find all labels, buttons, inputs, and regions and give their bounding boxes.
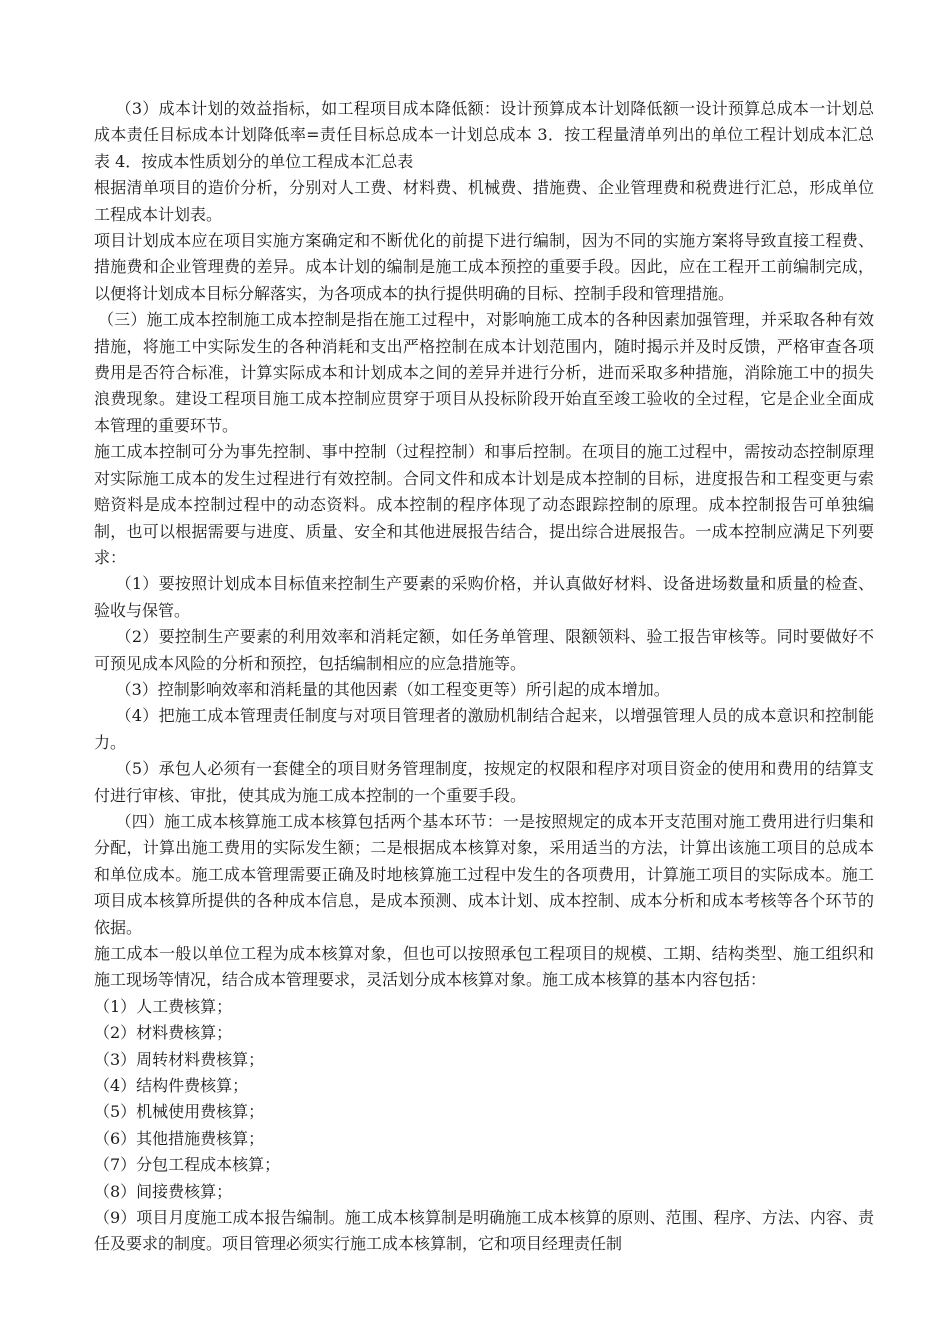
- paragraph-requirement-4: （4）把施工成本管理责任制度与对项目管理者的激励机制结合起来，以增强管理人员的成本意识和控制能力。: [94, 706, 874, 752]
- list-item-machinery-cost: （5）机械使用费核算；: [94, 1102, 265, 1122]
- list-item-material-cost: （2）材料费核算；: [94, 1023, 233, 1043]
- list-item-other-measures-cost: （6）其他措施费核算；: [94, 1128, 265, 1148]
- paragraph-accounting-object: 施工成本一般以单位工程为成本核算对象，但也可以按照承包工程项目的规模、工期、结构类型、施工组织和施工现场等情况，结合成本管理要求，灵活划分成本核算对象。施工成本核算的基本内容包括：: [94, 944, 874, 990]
- list-item-subcontract-cost: （7）分包工程成本核算；: [94, 1155, 281, 1175]
- paragraph-bill-item-cost-analysis: 根据清单项目的造价分析，分别对人工费、材料费、机械费、措施费、企业管理费和税费进行汇总，形成单位工程成本计划表。: [94, 178, 874, 224]
- paragraph-requirement-3: （3）控制影响效率和消耗量的其他因素（如工程变更等）所引起的成本增加。: [115, 679, 670, 699]
- paragraph-construction-cost-control: （三）施工成本控制施工成本控制是指在施工过程中，对影响施工成本的各种因素加强管理，并采取各种有效措施，将施工中实际发生的各种消耗和支出严格控制在成本计划范围内，随时揭示并及时反馈，严格审查各项费用是否符合标准，计算实际成本和计划成本之间的差异并进行分析，进而采取多种措施，消除施工中的损失浪费现象。建设工程项目施工成本控制应贯穿于项目从投标阶段开始直至竣工验收的全过程，它是企业全面成本管理的重要环节。: [94, 310, 874, 435]
- paragraph-project-planned-cost: 项目计划成本应在项目实施方案确定和不断优化的前提下进行编制，因为不同的实施方案将导致直接工程费、措施费和企业管理费的差异。成本计划的编制是施工成本预控的重要手段。因此，应在工程开工前编制完成，以便将计划成本目标分解落实，为各项成本的执行提供明确的目标、控制手段和管理措施。: [94, 231, 874, 303]
- paragraph-construction-cost-accounting: （四）施工成本核算施工成本核算包括两个基本环节：一是按照规定的成本开支范围对施工费用进行归集和分配，计算出施工费用的实际发生额；二是根据成本核算对象，采用适当的方法，计算出该施工项目的总成本和单位成本。施工成本管理需要正确及时地核算施工过程中发生的各项费用，计算施工项目的实际成本。施工项目成本核算所提供的各种成本信息，是成本预测、成本计划、成本控制、成本分析和成本考核等各个环节的依据。: [94, 811, 874, 937]
- paragraph-requirement-2: （2）要控制生产要素的利用效率和消耗定额，如任务单管理、限额领料、验工报告审核等。同时要做好不可预见成本风险的分析和预控，包括编制相应的应急措施等。: [94, 627, 874, 673]
- paragraph-cost-plan-benefit-indicators: （3）成本计划的效益指标，如工程项目成本降低额：设计预算成本计划降低额一设计预算总成本一计划总成本责任目标成本计划降低率=责任目标总成本一计划总成本 3．按工程量清单列出的单位工程计划成本汇总表 4．按成本性质划分的单位工程成本汇总表: [94, 99, 874, 171]
- list-item-structural-member-cost: （4）结构件费核算；: [94, 1076, 249, 1096]
- list-item-turnover-material-cost: （3）周转材料费核算；: [94, 1049, 265, 1069]
- document-body: [94, 96, 874, 1258]
- list-item-monthly-cost-report: （9）项目月度施工成本报告编制。施工成本核算制是明确施工成本核算的原则、范围、程序、方法、内容、责任及要求的制度。项目管理必须实行施工成本核算制，它和项目经理责任制: [94, 1208, 874, 1254]
- paragraph-requirement-5: （5）承包人必须有一套健全的项目财务管理制度，按规定的权限和程序对项目资金的使用和费用的结算支付进行审核、审批，使其成为施工成本控制的一个重要手段。: [94, 759, 874, 805]
- paragraph-requirement-1: （1）要按照计划成本目标值来控制生产要素的采购价格，并认真做好材料、设备进场数量和质量的检查、验收与保管。: [94, 574, 874, 620]
- list-item-indirect-cost: （8）间接费核算；: [94, 1181, 233, 1201]
- paragraph-cost-control-stages: 施工成本控制可分为事先控制、事中控制（过程控制）和事后控制。在项目的施工过程中，需按动态控制原理对实际施工成本的发生过程进行有效控制。合同文件和成本计划是成本控制的目标，进度报告和工程变更与索赔资料是成本控制过程中的动态资料。成本控制的程序体现了动态跟踪控制的原理。成本控制报告可单独编制，也可以根据需要与进度、质量、安全和其他进展报告结合，提出综合进展报告。一成本控制应满足下列要求：: [94, 442, 874, 567]
- list-item-labor-cost: （1）人工费核算；: [94, 996, 233, 1016]
